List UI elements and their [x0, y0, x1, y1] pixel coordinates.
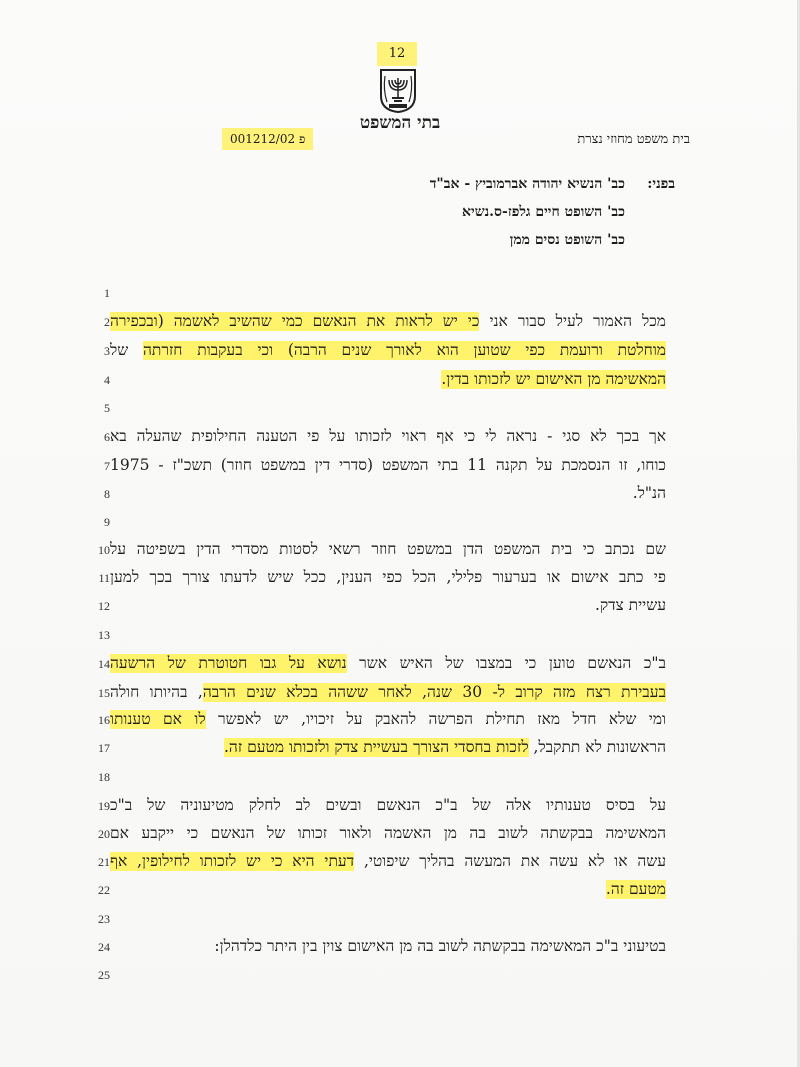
line-number: 7	[104, 459, 110, 473]
text-line	[110, 738, 666, 757]
line-number: 16	[98, 713, 110, 727]
before-label: בפני:	[647, 176, 675, 192]
highlighted-text: מטעם זה.	[605, 880, 666, 898]
text-line	[110, 341, 666, 360]
line-number: 23	[98, 912, 110, 926]
highlighted-text: נושא על גבו חטוטרת של הרשעה	[110, 654, 347, 672]
judge-name: כב' השופט חיים גלפז-ס.נשיא	[462, 204, 625, 220]
text-segment: עשה או לא עשה את המעשה בהליך שיפוטי,	[354, 852, 666, 870]
line-number: 13	[98, 628, 110, 642]
line-number: 4	[104, 373, 110, 387]
highlighted-text: לזכות בחסדי הצורך בעשיית צדק ולזכותו מטעם זה.	[223, 738, 529, 756]
line-number: 15	[98, 686, 110, 700]
line-number: 14	[98, 657, 110, 671]
line-number: 25	[98, 968, 110, 982]
panel-of-judges	[255, 170, 675, 254]
court-name: בית משפט מחוזי נצרת	[577, 132, 690, 147]
line-number: 18	[98, 770, 110, 784]
text-segment: הראשונות לא תתקבל,	[528, 738, 666, 756]
text-line: פי כתב אישום או בערעור פלילי, הכל כפי הענין, ככל שיש לדעתו צורך בכך למען	[110, 568, 666, 586]
text-segment: ומי שלא חדל מאז תחילת הפרשה להאבק על זיכויו, יש לאפשר	[205, 710, 666, 728]
line-number: 21	[98, 855, 110, 869]
line-number: 9	[104, 515, 110, 529]
text-line	[110, 312, 666, 331]
line-number: 10	[98, 543, 110, 557]
line-number: 1	[104, 286, 110, 300]
line-number: 22	[98, 883, 110, 897]
judge-row	[255, 226, 675, 254]
line-number: 19	[98, 799, 110, 813]
highlighted-text: דעתי היא כי יש לזכותו לחילופין, אף	[110, 852, 355, 870]
line-number: 24	[98, 940, 110, 954]
line-number: 20	[98, 827, 110, 841]
line-number: 2	[104, 315, 110, 329]
text-line	[110, 852, 666, 871]
courts-title: בתי המשפט	[359, 113, 441, 133]
text-line: הנ"ל.	[632, 484, 666, 502]
text-line	[110, 880, 666, 899]
line-number: 6	[104, 430, 110, 444]
judge-row	[255, 198, 675, 226]
text-line	[110, 370, 666, 389]
text-line: כוחו, זו הנסמכת על תקנה 11 בתי המשפט (סדרי דין במשפט חוזר) תשכ"ז - 1975	[110, 456, 666, 474]
judge-name: כב' השופט נסים ממן	[509, 232, 625, 248]
text-line: על בסיס טענותיו אלה של ב"כ הנאשם ובשים לב לחלק מטיעוניה של ב"כ	[110, 796, 666, 814]
line-number: 5	[104, 401, 110, 415]
case-reference: פ 001212/02	[222, 128, 313, 150]
text-segment: ב"כ הנאשם טוען כי במצבו של האיש אשר	[346, 654, 666, 672]
text-line	[110, 710, 666, 729]
line-number: 11	[98, 571, 110, 585]
text-segment: , בהיותו חולה	[110, 683, 203, 701]
highlighted-text: לו אם טענותו	[110, 710, 206, 728]
text-segment: של	[110, 341, 143, 359]
judge-name: כב' הנשיא יהודה אברמוביץ - אב"ד	[429, 176, 625, 192]
page-number: 12	[377, 42, 417, 66]
text-segment: מכל האמור לעיל סבור אני	[479, 312, 666, 330]
text-line	[110, 654, 666, 673]
state-emblem-icon	[377, 66, 419, 114]
text-line: בטיעוני ב"כ המאשימה בבקשתה לשוב בה מן האישום צוין בין היתר כלדהלן:	[214, 937, 666, 955]
judge-row	[255, 170, 675, 198]
highlighted-text: מוחלטת ורועמת כפי שטוען הוא לאורך שנים הרבה) וכי בעקבות חזרתה	[143, 341, 666, 359]
line-number: 12	[98, 599, 110, 613]
highlighted-text: בעבירת רצח מזה קרוב ל- 30 שנה, לאחר ששהה בכלא שנים הרבה	[202, 683, 666, 701]
line-number: 17	[98, 741, 110, 755]
text-line	[110, 683, 666, 702]
highlighted-text: כי יש לראות את הנאשם כמי שהשיב לאשמה (ובכפירה	[110, 312, 480, 330]
text-line: עשיית צדק.	[594, 596, 666, 614]
line-number: 8	[104, 487, 110, 501]
text-line: שם נכתב כי בית המשפט הדן במשפט חוזר רשאי לסטות מסדרי הדין בשפיטה על	[110, 540, 666, 558]
text-line: אך בכך לא סגי - נראה לי כי אף ראוי לזכותו על פי הטענה החילופית שהעלה בא	[110, 427, 666, 445]
highlighted-text: המאשימה מן האישום יש לזכותו בדין.	[441, 370, 666, 388]
text-line: המאשימה בבקשתה לשוב בה מן האשמה ולאור זכותו של הנאשם כי ייקבע אם	[110, 824, 666, 842]
line-number: 3	[104, 344, 110, 358]
